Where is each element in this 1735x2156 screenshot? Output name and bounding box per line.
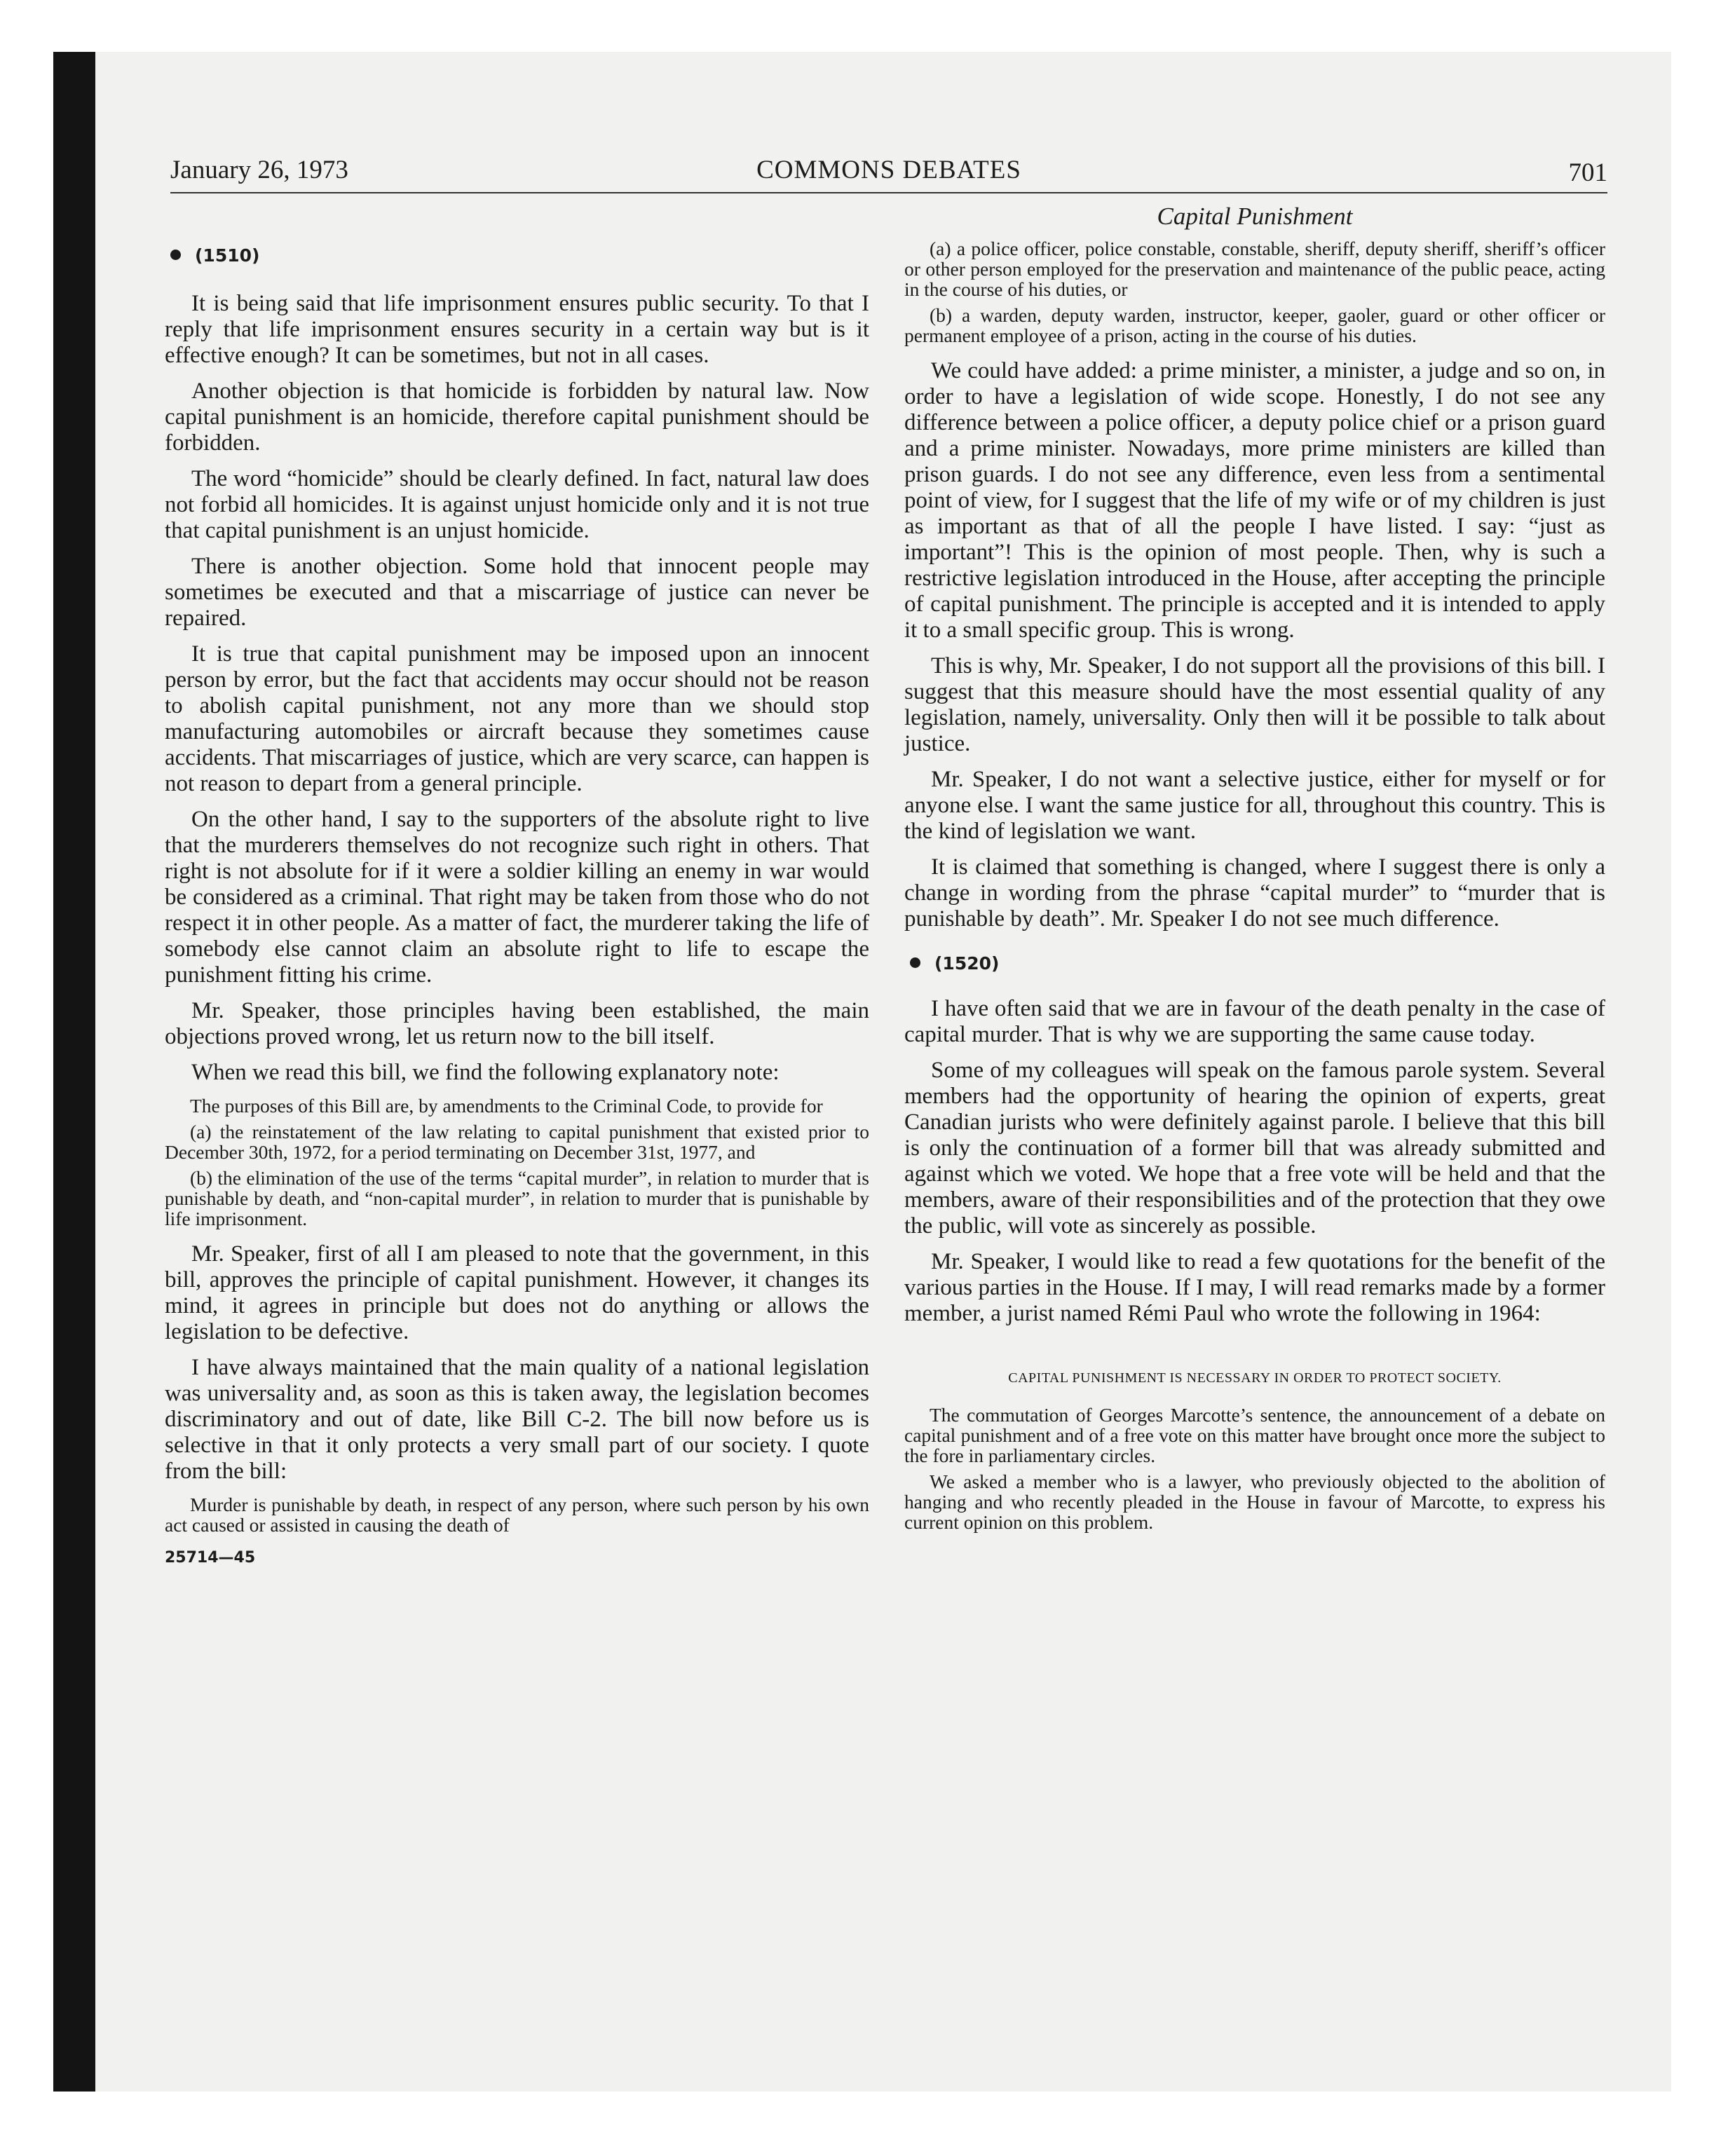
right-column bbox=[904, 202, 1605, 1538]
section-title: Capital Punishment bbox=[1157, 203, 1353, 230]
paragraph: Mr. Speaker, I would like to read a few quotations for the benefit of the various parties in the House. If I may, I will read remarks made by a former member, a jurist named Rémi Paul who wrote the following in 1964: bbox=[904, 1249, 1605, 1326]
block-quote: We asked a member who is a lawyer, who previously objected to the abolition of hanging and who recently pleaded in the House in favour of Marcotte, to express his current opinion on this problem. bbox=[904, 1471, 1605, 1533]
header-title: COMMONS DEBATES bbox=[756, 156, 1021, 184]
bullet-icon bbox=[910, 957, 920, 968]
time-marker bbox=[910, 953, 1605, 974]
paragraph: The word “homicide” should be clearly defined. In fact, natural law does not forbid all homicides. It is against unjust homicide only and it is not true that capital punishment is an unjust homicide. bbox=[165, 466, 869, 543]
page-number: 701 bbox=[1568, 158, 1607, 187]
paragraph: It is being said that life imprisonment ensures public security. To that I reply that life imprisonment ensures security in a certain way but is it effective enough? It can be sometimes, but not in all cases. bbox=[165, 291, 869, 368]
block-quote-item: (b) a warden, deputy warden, instructor, keeper, gaoler, guard or other officer or permanent employee of a prison, acting in the course of his duties. bbox=[904, 304, 1605, 346]
paragraph: I have often said that we are in favour of the death penalty in the case of capital murder. That is why we are supporting the same cause today. bbox=[904, 996, 1605, 1047]
paragraph: Mr. Speaker, those principles having been established, the main objections proved wrong, let us return now to the bill itself. bbox=[165, 998, 869, 1049]
paragraph: Mr. Speaker, first of all I am pleased to note that the government, in this bill, approves the principle of capital punishment. However, it changes its mind, it agrees in principle but does not do anything or allows the legislation to be defective. bbox=[165, 1241, 869, 1344]
header-date: January 26, 1973 bbox=[170, 156, 348, 184]
time-marker bbox=[170, 245, 869, 266]
paragraph: I have always maintained that the main quality of a national legislation was universality and, as soon as this is taken away, the legislation becomes discriminatory and out of date, like Bill C-2. The bill now before us is selective in that it only protects a very small part of our society. I quote from the bill: bbox=[165, 1355, 869, 1484]
block-quote: The commutation of Georges Marcotte’s sentence, the announcement of a debate on capital punishment and of a free vote on this matter have brought once more the subject to the fore in parliamentary circles. bbox=[904, 1404, 1605, 1466]
scan-edge bbox=[53, 52, 95, 2092]
time-marker-label: (1510) bbox=[195, 245, 260, 266]
paragraph: When we read this bill, we find the following explanatory note: bbox=[191, 1060, 780, 1085]
paragraph: Some of my colleagues will speak on the famous parole system. Several members had the opportunity of hearing the opinion of experts, great Canadian jurists who were definitely against parole. I believe that this bill is only the continuation of a former bill that was already submitted and against which we voted. We hope that a free vote will be held and that the members, aware of their responsibilities and of the protection that they owe the public, will vote as sincerely as possible. bbox=[904, 1058, 1605, 1239]
block-quote: The purposes of this Bill are, by amendments to the Criminal Code, to provide for bbox=[190, 1095, 823, 1117]
block-quote-item: (b) the elimination of the use of the terms “capital murder”, in relation to murder that is punishable by death, and “non-capital murder”, in relation to murder that is punishable by life imprisonment. bbox=[165, 1167, 869, 1229]
left-column bbox=[165, 202, 869, 1567]
time-marker-label: (1520) bbox=[934, 953, 1000, 974]
block-quote-item: (a) the reinstatement of the law relating to capital punishment that existed prior to December 30th, 1972, for a period terminating on December 31st, 1977, and bbox=[165, 1121, 869, 1163]
bullet-icon bbox=[170, 250, 181, 260]
paragraph: This is why, Mr. Speaker, I do not support all the provisions of this bill. I suggest that this measure should have the most essential quality of any legislation, namely, universality. Only then will it be possible to talk about justice. bbox=[904, 653, 1605, 756]
quote-heading: CAPITAL PUNISHMENT IS NECESSARY IN ORDER TO PROTECT SOCIETY. bbox=[1008, 1370, 1502, 1386]
print-code: 25714—45 bbox=[165, 1549, 256, 1567]
paragraph: There is another objection. Some hold that innocent people may sometimes be executed and that a miscarriage of justice can never be repaired. bbox=[165, 554, 869, 631]
page-header bbox=[170, 153, 1607, 193]
block-quote: Murder is punishable by death, in respect of any person, where such person by his own act caused or assisted in causing the death of bbox=[165, 1494, 869, 1536]
paragraph: On the other hand, I say to the supporters of the absolute right to live that the murderers themselves do not recognize such right in others. That right is not absolute for if it were a soldier killing an enemy in war would be considered as a criminal. That right may be taken from those who do not respect it in other people. As a matter of fact, the murderer taking the life of somebody else cannot claim an absolute right to life to escape the punishment fitting his crime. bbox=[165, 807, 869, 988]
paragraph: It is true that capital punishment may be imposed upon an innocent person by error, but the fact that accidents may occur should not be reason to abolish capital punishment, not any more than we should stop manufacturing automobiles or aircraft because they sometimes cause accidents. That miscarriages of justice, which are very scarce, can happen is not reason to depart from a general principle. bbox=[165, 641, 869, 796]
paragraph: We could have added: a prime minister, a minister, a judge and so on, in order to have a legislation of wide scope. Honestly, I do not see any difference between a police officer, a deputy police chief or a prison guard and a prime minister. Nowadays, more prime ministers are killed than prison guards. I do not see any difference, even less from a sentimental point of view, for I suggest that the life of my wife or of my children is just as important as that of all the people I have listed. I say: “just as important”! This is the opinion of most people. Then, why is such a restrictive legislation introduced in the House, after accepting the principle of capital punishment. The principle is accepted and it is intended to apply it to a small specific group. This is wrong. bbox=[904, 358, 1605, 643]
paragraph: It is claimed that something is changed, where I suggest there is only a change in wording from the phrase “capital murder” to “murder that is punishable by death”. Mr. Speaker I do not see much difference. bbox=[904, 854, 1605, 932]
block-quote-item: (a) a police officer, police constable, constable, sheriff, deputy sheriff, sheriff’s officer or other person employed for the preservation and maintenance of the public peace, acting in the course of his duties, or bbox=[904, 238, 1605, 300]
paragraph: Another objection is that homicide is forbidden by natural law. Now capital punishment is an homicide, therefore capital punishment should be forbidden. bbox=[165, 378, 869, 456]
paragraph: Mr. Speaker, I do not want a selective justice, either for myself or for anyone else. I want the same justice for all, throughout this country. This is the kind of legislation we want. bbox=[904, 767, 1605, 844]
